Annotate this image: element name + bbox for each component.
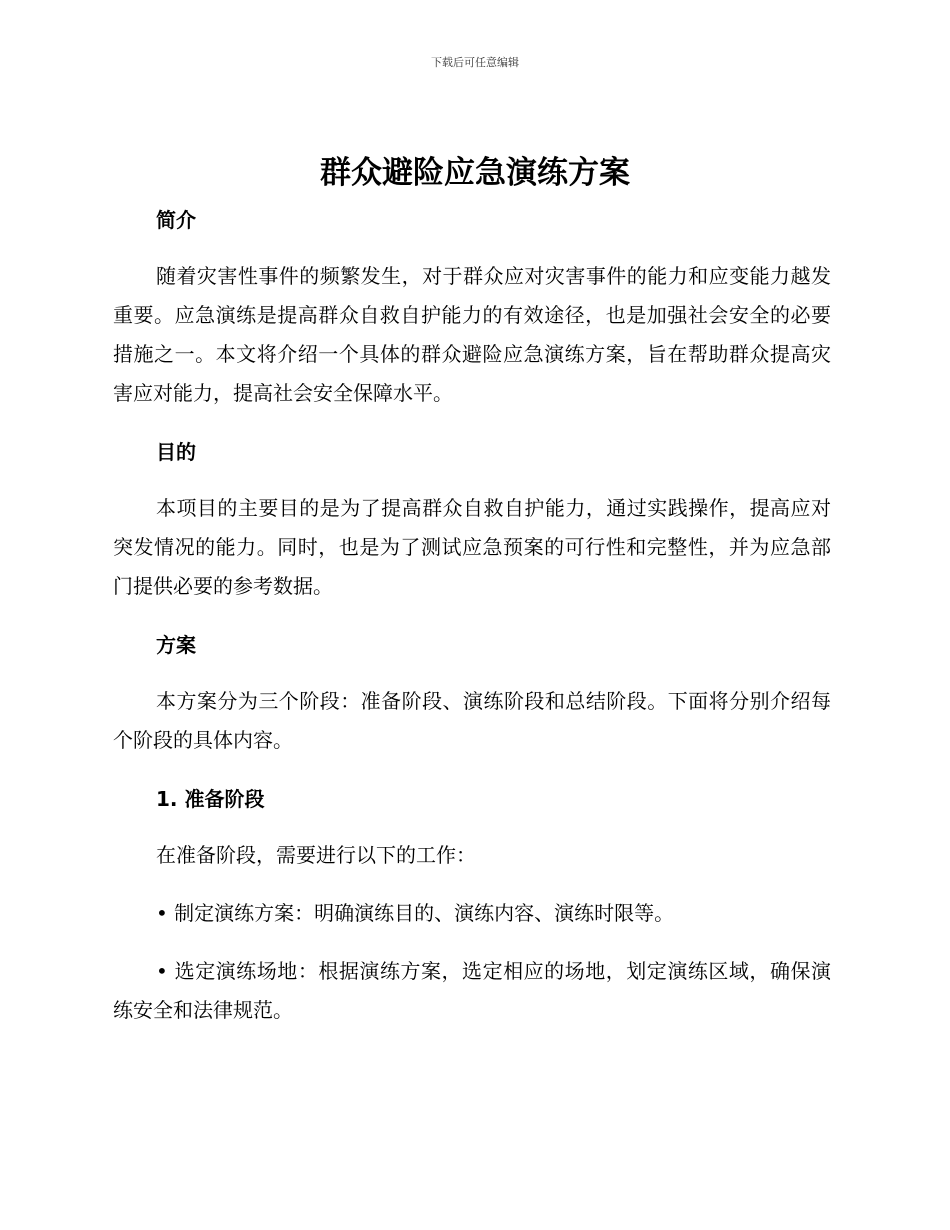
section-heading-plan: 方案: [156, 633, 196, 657]
document-body: [113, 205, 831, 1030]
section-heading-preparation: 1. 准备阶段: [156, 787, 265, 811]
list-item-drill-plan: • 制定演练方案：明确演练目的、演练内容、演练时限等。: [156, 901, 675, 925]
document-title: 群众避险应急演练方案: [320, 155, 630, 191]
preparation-intro-paragraph: 在准备阶段，需要进行以下的工作：: [156, 843, 476, 867]
purpose-paragraph: 本项目的主要目的是为了提高群众自救自护能力，通过实践操作，提高应对突发情况的能力。同时，也是为了测试应急预案的可行性和完整性，并为应急部门提供必要的参考数据。: [113, 496, 831, 598]
plan-paragraph: 本方案分为三个阶段：准备阶段、演练阶段和总结阶段。下面将分别介绍每个阶段的具体内容。: [113, 689, 831, 752]
page-header-note: 下载后可任意编辑: [431, 56, 519, 69]
intro-paragraph: 随着灾害性事件的频繁发生，对于群众应对灾害事件的能力和应变能力越发重要。应急演练是提高群众自救自护能力的有效途径，也是加强社会安全的必要措施之一。本文将介绍一个具体的群众避险应急演练方案，旨在帮助群众提高灾害应对能力，提高社会安全保障水平。: [113, 264, 831, 405]
section-heading-purpose: 目的: [156, 440, 196, 464]
section-heading-intro: 简介: [156, 208, 196, 232]
list-item-drill-venue: • 选定演练场地：根据演练方案，选定相应的场地，划定演练区域，确保演练安全和法律规范。: [113, 959, 831, 1022]
